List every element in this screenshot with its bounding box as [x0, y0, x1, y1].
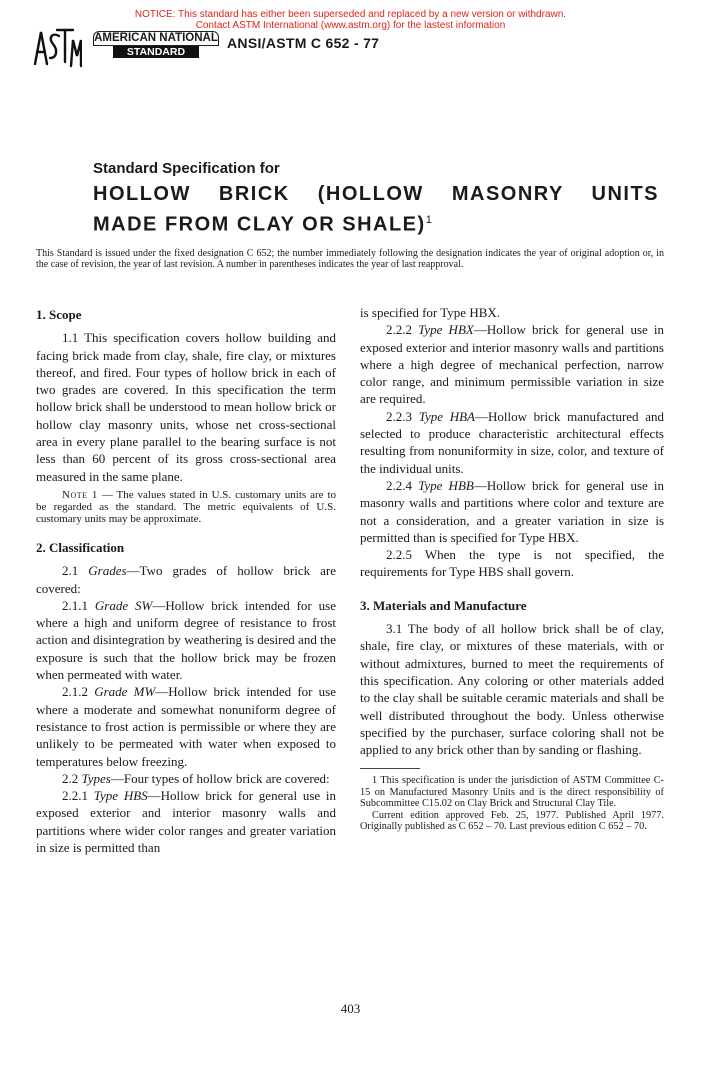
astm-logo-icon	[32, 26, 82, 68]
paragraph-2-1-text: —Two grades of hollow brick are covered:	[36, 563, 336, 596]
note-1	[36, 489, 336, 525]
paragraph-2-2-2-number: 2.2.2	[386, 322, 412, 338]
issued-note: This Standard is issued under the fixed designation C 652; the number immediately following the designation indicates the year of original adoption or, in the case of revision, the year of last revision. A number in parentheses indicates the year of last reapproval.	[36, 248, 664, 270]
paragraph-2-1-2-text: —Hollow brick intended for use where a moderate and somewhat nonuniform degree of resistance to frost action is permissible or where they are unlikely to be permeated with water when exposed to temperatures below freezing.	[36, 684, 337, 769]
paragraph-2-2-1-text: —Hollow brick for general use in exposed exterior and interior masonry walls and partitions where wider color ranges and greater variation in size is permitted than	[36, 788, 337, 856]
standard-designation: ANSI/ASTM C 652 - 77	[227, 35, 380, 51]
paragraph-2-2-4	[360, 477, 664, 546]
paragraph-2-2-text: —Four types of hollow brick are covered:	[110, 770, 330, 786]
section-heading-classification: 2. Classification	[36, 539, 125, 555]
note-1-text: — The values stated in U.S. customary units are to be regarded as the standard. The metric equivalents of U.S. customary units may be approximate.	[36, 488, 337, 525]
title-prefix: Standard Specification for	[93, 160, 280, 177]
paragraph-3-1: 3.1 The body of all hollow brick shall be of clay, shale, fire clay, or mixtures of these materials, with or without admixtures, burned to meet the requirements of this specification. Any coloring or other materials added to the clay shall be suitable ceramic materials and shall be well distributed throughout the body. Unless otherwise specified by the purchaser, surface coloring shall not be applied to any brick other than by sanding or flashing.	[360, 621, 664, 758]
ansi-standard-badge	[93, 31, 219, 58]
paragraph-2-2-3-text: —Hollow brick manufactured and selected to produce characteristic architectural effects resulting from nonuniformity in size, color, and texture of the individual units.	[360, 408, 665, 476]
paragraph-2-1-2-term: Grade MW	[94, 684, 156, 700]
left-column	[36, 304, 336, 856]
paragraph-2-2-2	[360, 321, 664, 407]
paragraph-2-2-1-continued: is specified for Type HBX.	[360, 305, 501, 320]
paragraph-2-2-1	[36, 787, 336, 856]
page-number: 403	[340, 1001, 361, 1016]
paragraph-2-2-3	[360, 408, 664, 477]
notice-line-1: NOTICE: This standard has either been superseded and replaced by a new version or withdrawn.	[134, 9, 567, 20]
paragraph-2-1-1-term: Grade SW	[94, 597, 153, 613]
paragraph-2-2-number: 2.2	[62, 770, 79, 786]
paragraph-2-2-1-number: 2.2.1	[62, 788, 88, 804]
paragraph-2-2-term: Types	[81, 770, 111, 786]
paragraph-2-2-4-number: 2.2.4	[386, 477, 412, 493]
section-heading-scope: 1. Scope	[36, 307, 82, 322]
paragraph-2-1-1-text: —Hollow brick intended for use where a high and uniform degree of resistance to frost action and disintegration by weathering is desired and the exposure is such that the hollow brick may be frozen when permeated with water.	[36, 597, 337, 683]
footnote-divider	[360, 768, 420, 770]
title-line-2	[93, 207, 659, 239]
notice-line-2: Contact ASTM International (www.astm.org) for the lastest information	[195, 20, 506, 31]
paragraph-2-1-1-number: 2.1.1	[62, 597, 88, 613]
paragraph-2-2-5: 2.2.5 When the type is not specified, the requirements for Type HBS shall govern.	[360, 547, 664, 580]
ansi-badge-line-2: STANDARD	[113, 46, 199, 58]
paragraph-2-2-4-term: Type HBB	[418, 477, 474, 493]
note-1-label: Note 1	[62, 488, 98, 501]
paragraph-2-1-2-number: 2.1.2	[62, 684, 88, 700]
ansi-badge-line-1: AMERICAN NATIONAL	[94, 32, 218, 44]
title-footnote-mark: 1	[425, 214, 432, 226]
title-line-2-text: MADE FROM CLAY OR SHALE)	[93, 213, 426, 236]
paragraph-2-2	[36, 770, 336, 787]
paragraph-2-2-1-term: Type HBS	[93, 788, 148, 804]
section-heading-materials: 3. Materials and Manufacture	[360, 597, 527, 613]
footnote-1: 1 This specification is under the jurisdiction of ASTM Committee C-15 on Manufactured Masonry Units and is the direct responsibility of Subcommittee C15.02 on Clay Brick and Structural Clay Tile.	[360, 775, 664, 810]
paragraph-2-1-1	[36, 597, 336, 683]
paragraph-2-2-3-number: 2.2.3	[386, 408, 412, 424]
paragraph-2-1	[36, 562, 336, 597]
paragraph-2-2-4-text: —Hollow brick for general use in masonry walls and partitions where color and texture are not a consideration, and a greater variation in size is permitted than is specified for Type HBX.	[360, 477, 665, 545]
paragraph-2-1-2	[36, 683, 336, 769]
paragraph-2-2-3-term: Type HBA	[418, 408, 475, 424]
paragraph-2-1-number: 2.1	[62, 563, 79, 579]
paragraph-2-2-2-term: Type HBX	[418, 322, 474, 338]
footnote-edition: Current edition approved Feb. 25, 1977. Published April 1977. Originally published as C 652 – 70. Last previous edition C 652 – 70.	[360, 809, 664, 833]
paragraph-2-1-term: Grades	[88, 563, 127, 579]
right-column	[360, 304, 664, 833]
title-line-1: HOLLOW BRICK (HOLLOW MASONRY UNITS	[93, 183, 659, 205]
paragraph-1-1: 1.1 This specification covers hollow building and facing brick made from clay, shale, fire clay, or mixtures thereof, and fired. Four types of hollow brick in each of two grades are covered. In this specification the term hollow brick shall be understood to mean hollow brick or hollow clay masonry units, whose net cross-sectional area in every plane parallel to the bearing surface is not less than 60 percent of its gross cross-sectional area measured in the same plane.	[36, 330, 336, 484]
paragraph-2-2-2-text: —Hollow brick for general use in exposed exterior and interior masonry walls and partitions where a high degree of mechanical perfection, narrow color range, and minimum permissible variation in size are required.	[360, 322, 665, 407]
